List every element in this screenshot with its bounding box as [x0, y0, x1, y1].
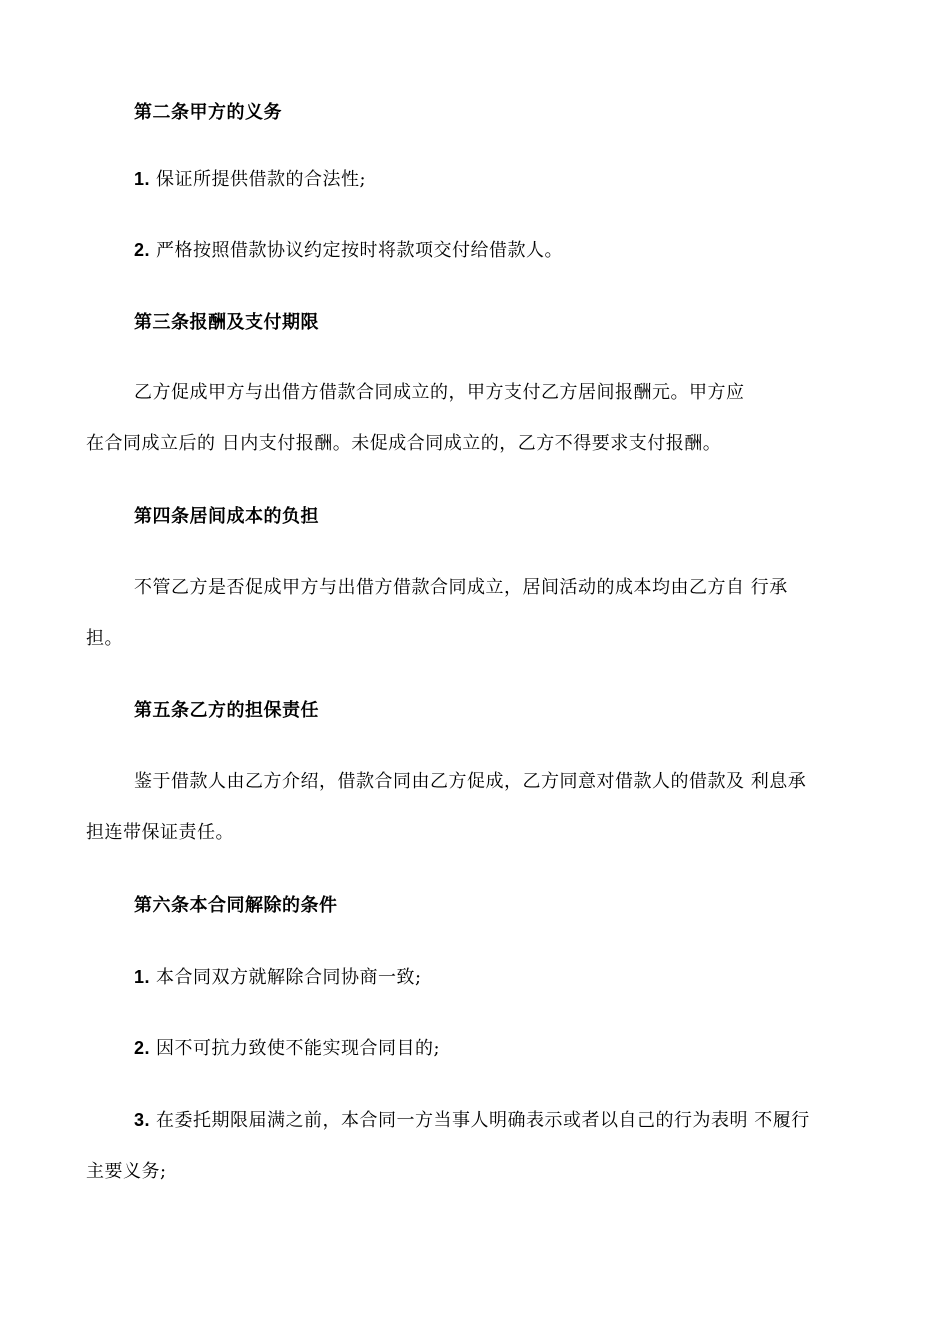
section-heading: 第四条居间成本的负担 — [134, 506, 319, 527]
item-number: 1. — [134, 169, 151, 189]
paragraph-line: 担。 — [86, 628, 123, 649]
section-heading: 第三条报酬及支付期限 — [134, 312, 319, 333]
item-number: 1. — [134, 967, 151, 987]
list-item — [134, 167, 366, 192]
paragraph-line: 主要义务; — [86, 1161, 167, 1182]
item-text: 在委托期限届满之前，本合同一方当事人明确表示或者以自己的行为表明 不履行 — [156, 1110, 810, 1131]
paragraph-line: 不管乙方是否促成甲方与出借方借款合同成立，居间活动的成本均由乙方自 行承 — [134, 577, 788, 598]
section-heading: 第五条乙方的担保责任 — [134, 700, 319, 721]
item-text: 因不可抗力致使不能实现合同目的; — [156, 1038, 441, 1059]
item-number: 3. — [134, 1110, 151, 1130]
item-text: 保证所提供借款的合法性; — [156, 169, 367, 190]
list-item — [134, 238, 563, 263]
paragraph-line: 担连带保证责任。 — [86, 822, 234, 843]
paragraph-line: 鉴于借款人由乙方介绍，借款合同由乙方促成，乙方同意对借款人的借款及 利息承 — [134, 771, 807, 792]
list-item — [134, 965, 422, 990]
item-text: 严格按照借款协议约定按时将款项交付给借款人。 — [156, 240, 564, 261]
item-number: 2. — [134, 240, 151, 260]
list-item — [134, 1108, 810, 1133]
list-item — [134, 1036, 440, 1061]
section-heading: 第六条本合同解除的条件 — [134, 895, 338, 916]
section-heading: 第二条甲方的义务 — [134, 102, 282, 123]
item-number: 2. — [134, 1038, 151, 1058]
paragraph-line: 在合同成立后的 日内支付报酬。未促成合同成立的，乙方不得要求支付报酬。 — [86, 433, 722, 454]
item-text: 本合同双方就解除合同协商一致; — [156, 967, 422, 988]
paragraph-line: 乙方促成甲方与出借方借款合同成立的，甲方支付乙方居间报酬元。甲方应 — [134, 382, 745, 403]
